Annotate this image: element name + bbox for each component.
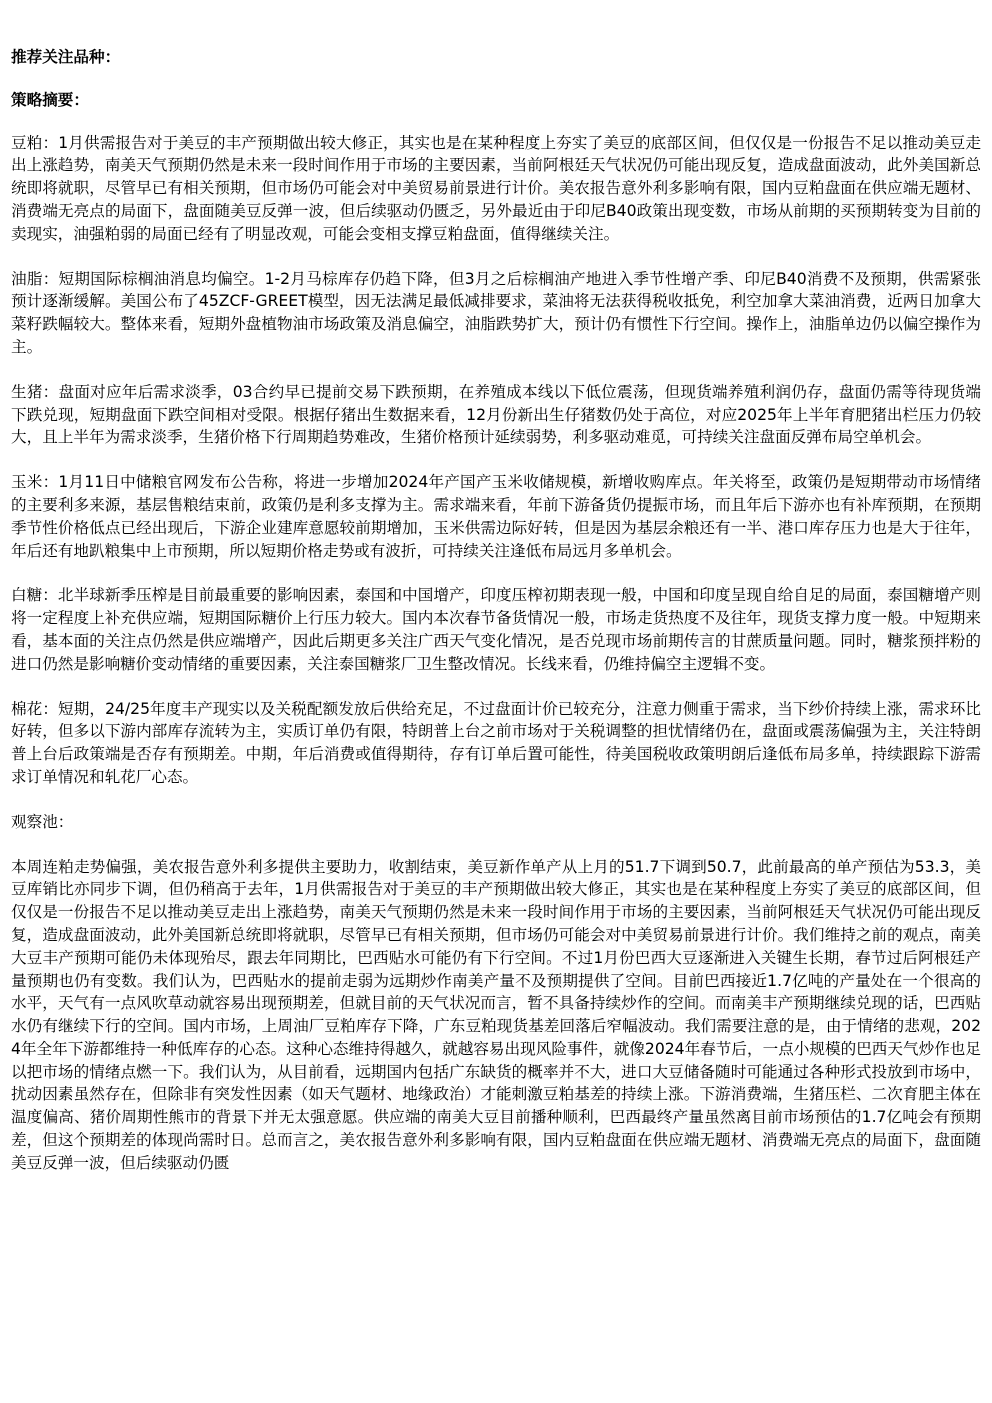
soymeal-paragraph: 豆粕：1月供需报告对于美豆的丰产预期做出较大修正，其实也是在某种程度上夯实了美豆的底部区间，但仅仅是一份报告不足以推动美豆走出上涨趋势，南美天气预期仍然是未来一段时间作用于市场的主要因素，当前阿根廷天气状况仍可能出现反复，造成盘面波动，此外美国新总统即将就职，尽管早已有相关预期，但市场仍可能会对中美贸易前景进行计价。美农报告意外利多影响有限，国内豆粕盘面在供应端无题材、消费端无亮点的局面下，盘面随美豆反弹一波，但后续驱动仍匮乏，另外最近由于印尼B40政策出现变数，市场从前期的买预期转变为目前的卖现实，油强粕弱的局面已经有了明显改观，可能会变相支撑豆粕盘面，值得继续关注。 bbox=[11, 133, 981, 243]
observation-paragraph: 本周连粕走势偏强，美农报告意外利多提供主要助力，收割结束，美豆新作单产从上月的51.7下调到50.7，此前最高的单产预估为53.3，美豆库销比亦同步下调，但仍稍高于去年，1月供需报告对于美豆的丰产预期做出较大修正，其实也是在某种程度上夯实了美豆的底部区间，但仅仅是一份报告不足以推动美豆走出上涨趋势，南美天气预期仍然是未来一段时间作用于市场的主要因素，当前阿根廷天气状况仍可能出现反复，造成盘面波动，此外美国新总统即将就职，尽管早已有相关预期，但市场仍可能会对中美贸易前景进行计价。我们维持之前的观点，南美大豆丰产预期可能仍未体现殆尽，跟去年同期比，巴西贴水可能仍有下行空间。不过1月份巴西大豆逐渐进入关键生长期，春节过后阿根廷产量预期也仍有变数。我们认为，巴西贴水的提前走弱为远期炒作南美产量不及预期提供了空间。目前巴西接近1.7亿吨的产量处在一个很高的水平，天气有一点风吹草动就容易出现预期差，但就目前的天气状况而言，暂不具备持续炒作的空间。而南美丰产预期继续兑现的话，巴西贴水仍有继续下行的空间。国内市场，上周油厂豆粕库存下降，广东豆粕现货基差回落后窄幅波动。我们需要注意的是，由于情绪的悲观，2024年全年下游都维持一种低库存的心态。这种心态维持得越久，就越容易出现风险事件，就像2024年春节后，一点小规模的巴西天气炒作也足以把市场的情绪点燃一下。我们认为，从目前看，远期国内包括广东缺货的概率并不大，进口大豆储备随时可能通过各种形式投放到市场中，扰动因素虽然存在，但除非有突发性因素（如天气题材、地缘政治）才能刺激豆粕基差的持续上涨。下游消费端，生猪压栏、二次育肥主体在温度偏高、猪价周期性熊市的背景下并无太强意愿。供应端的南美大豆目前播种顺利，巴西最终产量虽然离目前市场预估的1.7亿吨会有预期差，但这个预期差的体现尚需时日。总而言之，美农报告意外利多影响有限，国内豆粕盘面在供应端无题材、消费端无亮点的局面下，盘面随美豆反弹一波，但后续驱动仍匮 bbox=[11, 857, 981, 1172]
corn-paragraph: 玉米：1月11日中储粮官网发布公告称，将进一步增加2024年产国产玉米收储规模，新增收购库点。年关将至，政策仍是短期带动市场情绪的主要利多来源，基层售粮结束前，政策仍是利多支撑为主。需求端来看，年前下游备货仍提振市场，而且年后下游亦也有补库预期，在预期季节性价格低点已经出现后，下游企业建库意愿较前期增加，玉米供需边际好转，但是因为基层余粮还有一半、港口库存压力也是大于往年，年后还有地趴粮集中上市预期，所以短期价格走势或有波折，可持续关注逢低布局远月多单机会。 bbox=[11, 473, 981, 560]
hogs-paragraph: 生猪：盘面对应年后需求淡季，03合约早已提前交易下跌预期，在养殖成本线以下低位震荡，但现货端养殖利润仍存，盘面仍需等待现货端下跌兑现，短期盘面下跌空间相对受限。根据仔猪出生数据来看，12月份新出生仔猪数仍处于高位，对应2025年上半年育肥猪出栏压力仍较大，且上半年为需求淡季，生猪价格下行周期趋势难改，生猪价格预计延续弱势，利多驱动难觅，可持续关注盘面反弹布局空单机会。 bbox=[11, 382, 981, 447]
document-page bbox=[11, 46, 981, 1175]
oils-paragraph: 油脂：短期国际棕榈油消息均偏空。1-2月马棕库存仍趋下降，但3月之后棕榈油产地进入季节性增产季、印尼B40消费不及预期，供需紧张预计逐渐缓解。美国公布了45ZCF-GREET模型，因无法满足最低减排要求，菜油将无法获得税收抵免，利空加拿大菜油消费，近两日加拿大菜籽跌幅较大。整体来看，短期外盘植物油市场政策及消息偏空，油脂跌势扩大，预计仍有惯性下行空间。操作上，油脂单边仍以偏空操作为主。 bbox=[11, 269, 981, 356]
observation-pool-label: 观察池： bbox=[11, 812, 74, 831]
sugar-paragraph: 白糖：北半球新季压榨是目前最重要的影响因素，泰国和中国增产，印度压榨初期表现一般，中国和印度呈现自给自足的局面，泰国糖增产则将一定程度上补充供应端，短期国际糖价上行压力较大。国内本次春节备货情况一般，市场走货热度不及往年，现货支撑力度一般。中短期来看，基本面的关注点仍然是供应端增产，因此后期更多关注广西天气变化情况，是否兑现市场前期传言的甘蔗质量问题。同时，糖浆预拌粉的进口仍然是影响糖价变动情绪的重要因素，关注泰国糖浆厂卫生整改情况。长线来看，仍维持偏空主逻辑不变。 bbox=[11, 586, 981, 673]
cotton-paragraph: 棉花：短期，24/25年度丰产现实以及关税配额发放后供给充足，不过盘面计价已较充分，注意力侧重于需求，当下纱价持续上涨，需求环比好转，但多以下游内部库存流转为主，实质订单仍有限，特朗普上台之前市场对于关税调整的担忧情绪仍在，盘面或震荡偏强为主，关注特朗普上台后政策端是否存有预期差。中期，年后消费或值得期待，存有订单后置可能性，待美国税收政策明朗后逢低布局多单，持续跟踪下游需求订单情况和轧花厂心态。 bbox=[11, 699, 981, 786]
strategy-summary-heading: 策略摘要： bbox=[11, 90, 89, 109]
recommended-heading: 推荐关注品种： bbox=[11, 48, 121, 66]
